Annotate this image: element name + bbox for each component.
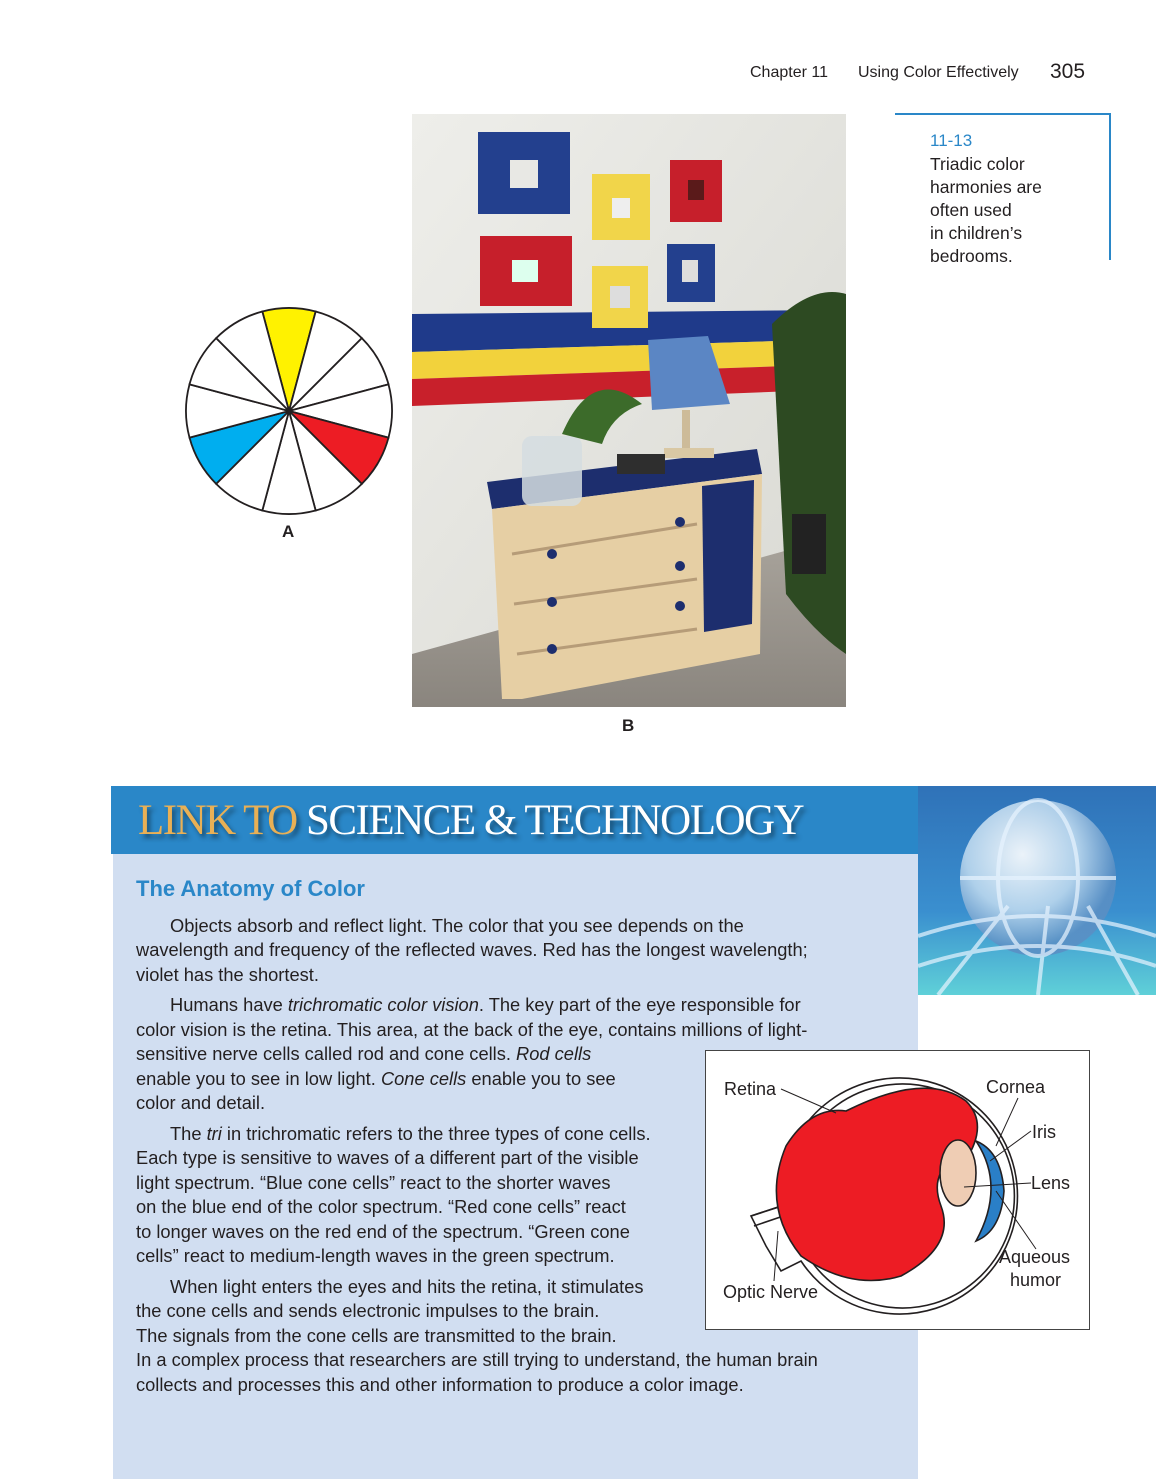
figure-number: 11-13	[930, 131, 973, 150]
text: The	[170, 1123, 207, 1144]
term: Rod cells	[516, 1043, 592, 1064]
label-aqueous: Aqueous	[999, 1247, 1071, 1267]
term: tri	[206, 1123, 222, 1144]
text: enable you to see in low light.	[136, 1068, 381, 1089]
eye-diagram	[705, 1050, 1090, 1330]
paragraph-line: collects and processes this and other information to produce a color image.	[136, 1374, 744, 1395]
figure-label-b: B	[622, 716, 635, 735]
banner-link-text: LINK TO	[138, 797, 297, 844]
paragraph-line: violet has the shortest.	[136, 964, 319, 985]
label-retina: Retina	[724, 1079, 777, 1099]
term: trichromatic color vision	[287, 994, 479, 1015]
globe-image	[918, 786, 1156, 995]
paragraph-line: light spectrum. “Blue cone cells” react to the shorter waves	[136, 1172, 611, 1193]
paragraph-line: In a complex process that researchers are still trying to understand, the human brain	[136, 1349, 818, 1370]
label-iris: Iris	[1032, 1122, 1056, 1142]
paragraph-line: the cone cells and sends electronic impulses to the brain.	[136, 1300, 600, 1321]
feature-title	[138, 796, 803, 845]
text: . The key part of the eye responsible for	[478, 994, 801, 1015]
paragraph-line: color vision is the retina. This area, at the back of the eye, contains millions of light-	[136, 1019, 808, 1040]
paragraph-line	[170, 993, 801, 1018]
caption-line: bedrooms.	[930, 246, 1013, 266]
figure-label-a: A	[282, 522, 295, 541]
running-head-title: Using Color Effectively	[858, 64, 1019, 81]
text: in trichromatic refers to the three types of cone cells.	[221, 1123, 651, 1144]
label-optic-nerve: Optic Nerve	[723, 1282, 819, 1302]
paragraph-line: cells” react to medium-length waves in the green spectrum.	[136, 1245, 615, 1266]
caption-line: in children’s	[930, 223, 1023, 243]
label-cornea: Cornea	[986, 1077, 1046, 1097]
label-humor: humor	[1010, 1270, 1062, 1290]
paragraph-line: wavelength and frequency of the reflected waves. Red has the longest wavelength;	[136, 939, 808, 960]
text: enable you to see	[466, 1068, 616, 1089]
paragraph-line: When light enters the eyes and hits the retina, it stimulates	[170, 1276, 644, 1297]
paragraph-line: The signals from the cone cells are transmitted to the brain.	[136, 1325, 617, 1346]
feature-subheading: The Anatomy of Color	[136, 876, 365, 901]
paragraph-line: Objects absorb and reflect light. The color that you see depends on the	[170, 915, 744, 936]
paragraph-line	[136, 1067, 616, 1092]
figure-caption	[930, 153, 1090, 268]
term: Cone cells	[380, 1068, 467, 1089]
page-number: 305	[1050, 60, 1086, 83]
text: sensitive nerve cells called rod and cone cells.	[136, 1043, 517, 1064]
paragraph-line: on the blue end of the color spectrum. “Red cone cells” react	[136, 1196, 626, 1217]
paragraph-line: to longer waves on the red end of the spectrum. “Green cone	[136, 1221, 630, 1242]
bedroom-photo	[412, 114, 846, 707]
text: Humans have	[170, 994, 288, 1015]
paragraph-line: color and detail.	[136, 1092, 266, 1113]
running-head-chapter: Chapter 11	[750, 64, 828, 81]
caption-line: Triadic color	[930, 154, 1025, 174]
caption-line: harmonies are	[930, 177, 1042, 197]
color-wheel	[180, 302, 400, 522]
banner-subject-text: SCIENCE & TECHNOLOGY	[305, 797, 804, 844]
paragraph-line	[170, 1122, 651, 1147]
label-lens: Lens	[1031, 1173, 1071, 1193]
paragraph-line	[136, 1042, 591, 1067]
caption-line: often used	[930, 200, 1012, 220]
paragraph-line: Each type is sensitive to waves of a different part of the visible	[136, 1147, 639, 1168]
